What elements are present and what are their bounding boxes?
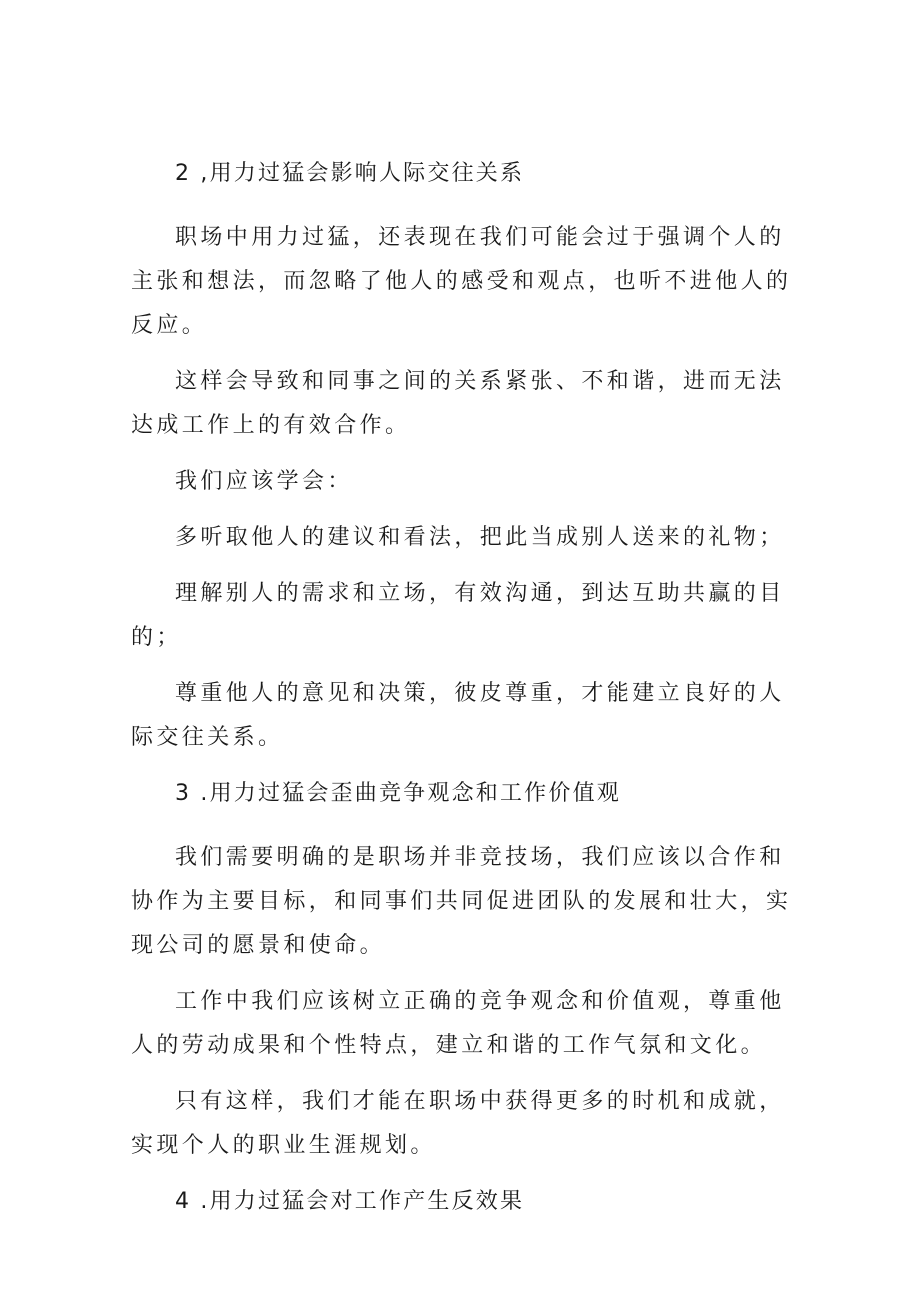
- paragraph: 这样会导致和同事之间的关系紧张、不和谐，进而无法达成工作上的有效合作。: [131, 369, 785, 438]
- paragraph: 工作中我们应该树立正确的竞争观念和价值观，尊重他人的劳动成果和个性特点，建立和谐的工作气氛和文化。: [131, 989, 785, 1058]
- document-body: [131, 152, 795, 1244]
- paragraph: 职场中用力过猛，还表现在我们可能会过于强调个人的主张和想法，而忽略了他人的感受和观点，也听不进他人的反应。: [131, 225, 792, 338]
- section-heading-4: 4 .用力过猛会对工作产生反效果: [175, 1189, 525, 1214]
- paragraph: 我们应该学会：: [175, 469, 353, 494]
- paragraph: 尊重他人的意见和决策，彼皮尊重，才能建立良好的人际交往关系。: [131, 681, 785, 750]
- paragraph: 我们需要明确的是职场并非竞技场，我们应该以合作和协作为主要目标，和同事们共同促进团队的发展和壮大，实现公司的愿景和使命。: [131, 845, 792, 958]
- section-heading-2: 2 ,用力过猛会影响人际交往关系: [175, 161, 525, 186]
- paragraph: 只有这样，我们才能在职场中获得更多的时机和成就，实现个人的职业生涯规划。: [131, 1089, 785, 1158]
- section-heading-3: 3 .用力过猛会歪曲竞争观念和工作价值观: [175, 781, 621, 806]
- paragraph: 理解别人的需求和立场，有效沟通，到达互助共赢的目的；: [131, 581, 785, 650]
- paragraph: 多听取他人的建议和看法，把此当成别人送来的礼物；: [175, 525, 785, 550]
